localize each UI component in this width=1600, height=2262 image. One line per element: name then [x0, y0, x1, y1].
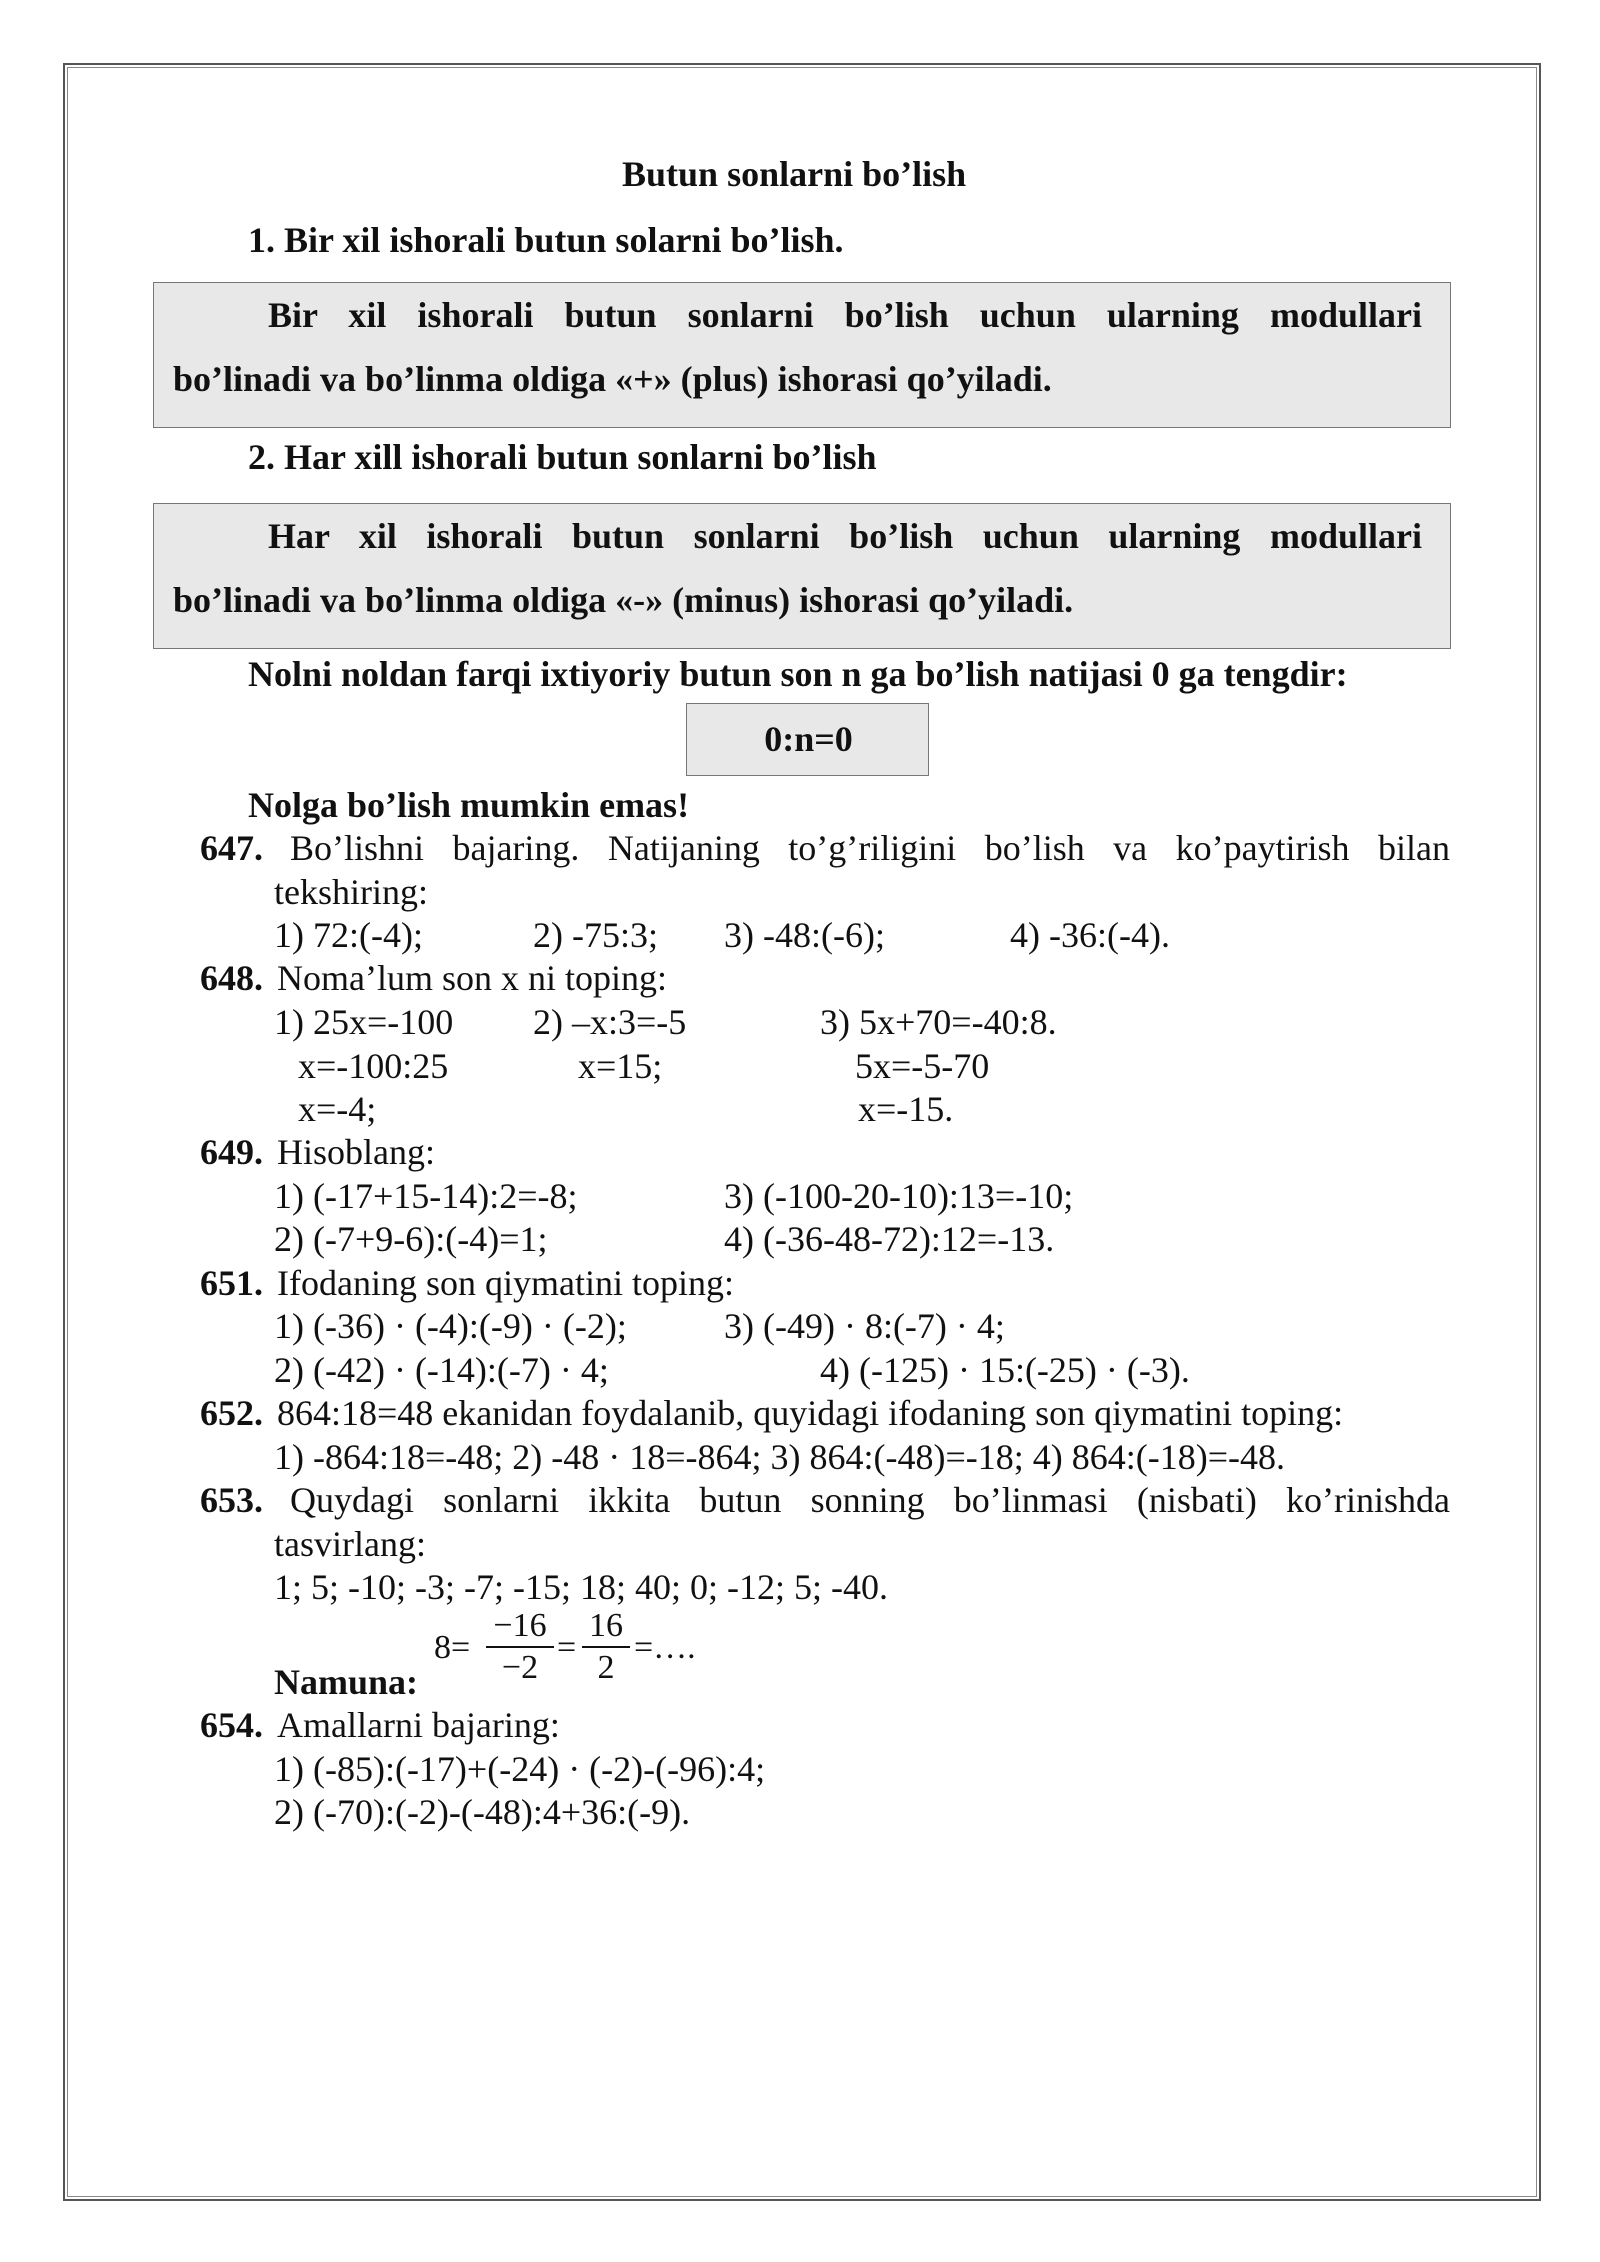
- exercise-648-col2-line2: x=15;: [578, 1046, 663, 1086]
- sample-fraction-1-denominator: −2: [501, 1649, 539, 1686]
- exercise-652-number: 652.: [200, 1393, 263, 1433]
- exercise-653-sample-label: Namuna:: [274, 1662, 419, 1702]
- exercise-647-item-4: 4) -36:(-4).: [1010, 915, 1170, 955]
- sample-fraction-1: [486, 1606, 554, 1688]
- exercise-649-item-2: 2) (-7+9-6):(-4)=1;: [274, 1219, 548, 1259]
- exercise-651-item-4: 4) (-125) · 15:(-25) · (-3).: [820, 1350, 1190, 1390]
- rule-same-sign-line1: Bir xil ishorali butun sonlarni bo’lish uchun ularning modullari: [268, 295, 1422, 335]
- exercise-653-number: 653.: [200, 1480, 263, 1520]
- exercise-653-text-line1: Quydagi sonlarni ikkita butun sonning bo’linmasi (nisbati) ko’rinishda: [290, 1480, 1450, 1520]
- exercise-654-number: 654.: [200, 1705, 263, 1745]
- sample-fraction-2-numerator: 16: [582, 1606, 630, 1648]
- exercise-654-text: Amallarni bajaring:: [277, 1705, 560, 1745]
- sample-fraction-2-denominator: 2: [597, 1649, 615, 1686]
- exercise-647-item-2: 2) -75:3;: [533, 915, 658, 955]
- exercise-654-item-1: 1) (-85):(-17)+(-24) · (-2)-(-96):4;: [274, 1749, 766, 1789]
- exercise-654-item-2: 2) (-70):(-2)-(-48):4+36:(-9).: [274, 1792, 691, 1832]
- section2-heading: 2. Har xill ishorali butun sonlarni bo’lish: [248, 437, 877, 477]
- exercise-648-col1-line3: x=-4;: [298, 1089, 377, 1129]
- exercise-651-text: Ifodaning son qiymatini toping:: [277, 1263, 734, 1303]
- sample-tail: =….: [634, 1629, 696, 1666]
- exercise-647-item-1: 1) 72:(-4);: [274, 915, 423, 955]
- zero-formula-box: [686, 703, 929, 776]
- exercise-651-item-1: 1) (-36) · (-4):(-9) · (-2);: [274, 1306, 627, 1346]
- rule-diff-sign-line1: Har xil ishorali butun sonlarni bo’lish uchun ularning modullari: [268, 516, 1422, 556]
- exercise-648-col2-line1: 2) –x:3=-5: [533, 1002, 687, 1042]
- exercise-652-text: 864:18=48 ekanidan foydalanib, quyidagi ifodaning son qiymatini toping:: [277, 1393, 1344, 1433]
- rule-box-diff-sign: [153, 503, 1451, 649]
- exercise-649-item-3: 3) (-100-20-10):13=-10;: [724, 1176, 1074, 1216]
- exercise-649-text: Hisoblang:: [277, 1132, 435, 1172]
- section1-heading: 1. Bir xil ishorali butun solarni bo’lish.: [248, 220, 844, 260]
- exercise-648-col3-line3: x=-15.: [858, 1089, 954, 1129]
- exercise-652-items: 1) -864:18=-48; 2) -48 · 18=-864; 3) 864:(-48)=-18; 4) 864:(-18)=-48.: [274, 1437, 1286, 1477]
- exercise-648-col1-line1: 1) 25x=-100: [274, 1002, 454, 1042]
- rule-box-same-sign: [153, 282, 1451, 428]
- exercise-649-number: 649.: [200, 1132, 263, 1172]
- sample-fraction-1-numerator: −16: [486, 1606, 554, 1648]
- exercise-647-text-line1: Bo’lishni bajaring. Natijaning to’g’riligini bo’lish va ko’paytirish bilan: [290, 828, 1450, 868]
- exercise-653-numbers: 1; 5; -10; -3; -7; -15; 18; 40; 0; -12; 5; -40.: [274, 1567, 888, 1607]
- no-division-text: Nolga bo’lish mumkin emas!: [248, 785, 690, 825]
- exercise-648-number: 648.: [200, 958, 263, 998]
- exercise-648-col3-line2: 5x=-5-70: [855, 1046, 990, 1086]
- rule-diff-sign-line2: bo’linadi va bo’linma oldiga «-» (minus) ishorasi qo’yiladi.: [173, 580, 1074, 620]
- exercise-651-item-2: 2) (-42) · (-14):(-7) · 4;: [274, 1350, 609, 1390]
- exercise-648-col1-line2: x=-100:25: [298, 1046, 449, 1086]
- rule-same-sign-line2: bo’linadi va bo’linma oldiga «+» (plus) ishorasi qo’yiladi.: [173, 359, 1052, 399]
- exercise-647-number: 647.: [200, 828, 263, 868]
- exercise-648-col3-line1: 3) 5x+70=-40:8.: [820, 1002, 1057, 1042]
- exercise-649-item-4: 4) (-36-48-72):12=-13.: [724, 1219, 1055, 1259]
- zero-rule-text: Nolni noldan farqi ixtiyoriy butun son n ga bo’lish natijasi 0 ga tengdir:: [248, 654, 1348, 694]
- sample-lhs: 8=: [434, 1629, 471, 1666]
- exercise-651-number: 651.: [200, 1263, 263, 1303]
- exercise-647-item-3: 3) -48:(-6);: [724, 915, 885, 955]
- sample-equals: =: [557, 1629, 577, 1666]
- sample-fraction-2: [582, 1606, 630, 1688]
- exercise-647-text-line2: tekshiring:: [274, 872, 428, 912]
- exercise-649-item-1: 1) (-17+15-14):2=-8;: [274, 1176, 578, 1216]
- zero-formula: 0:n=0: [764, 719, 853, 759]
- exercise-648-text: Noma’lum son x ni toping:: [277, 958, 667, 998]
- page-title: Butun sonlarni bo’lish: [622, 154, 967, 194]
- exercise-653-text-line2: tasvirlang:: [274, 1524, 426, 1564]
- exercise-651-item-3: 3) (-49) · 8:(-7) · 4;: [724, 1306, 1005, 1346]
